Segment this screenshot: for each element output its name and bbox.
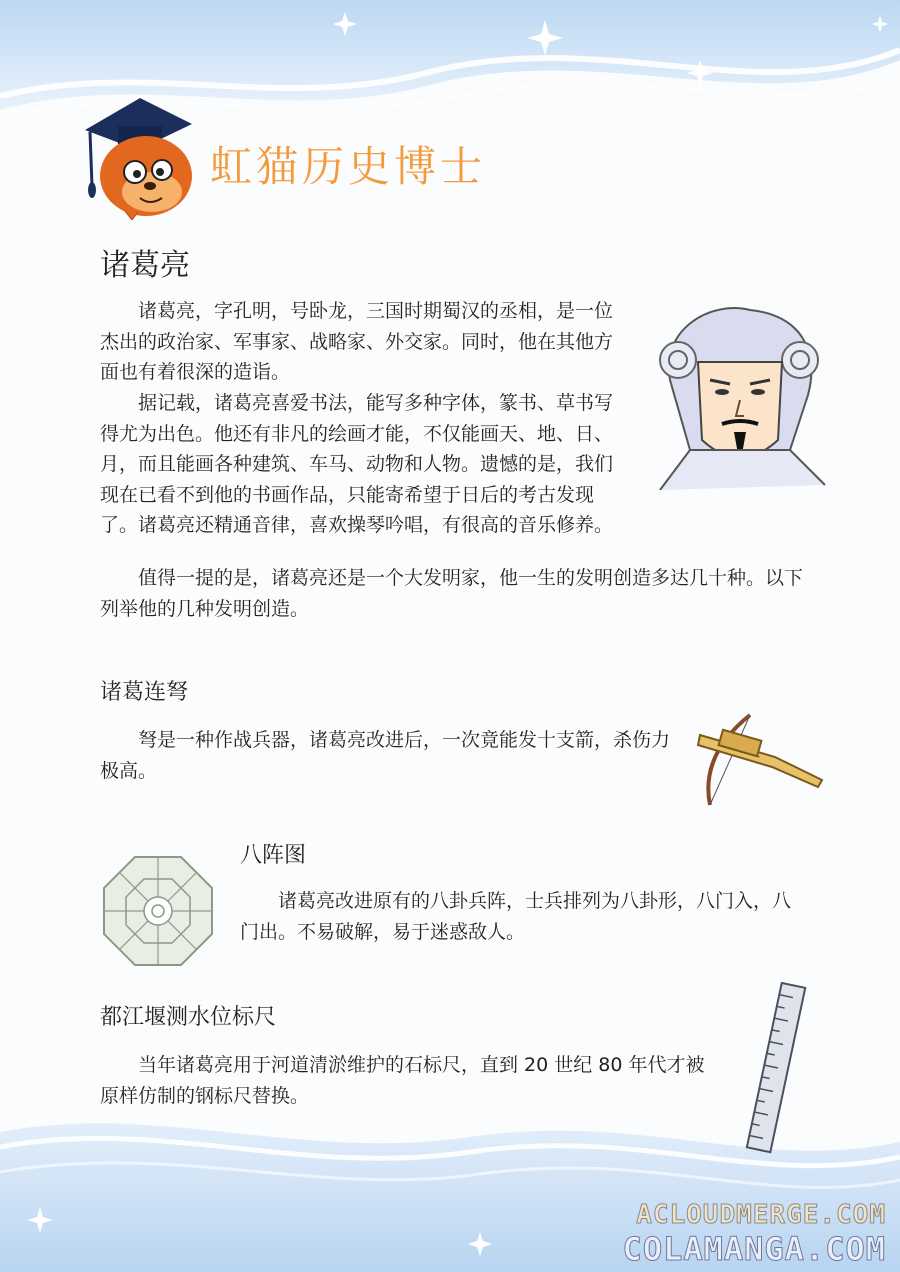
crossbow-icon (690, 705, 830, 810)
watermark-line-2: COLAMANGA.COM (622, 1230, 886, 1268)
intro-paragraph-3: 值得一提的是，诸葛亮还是一个大发明家，他一生的发明创造多达几十种。以下列举他的几种发明创造。 (100, 567, 804, 620)
invention-title-ruler: 都江堰测水位标尺 (100, 1005, 277, 1030)
header (80, 88, 580, 228)
invention-title-crossbow: 诸葛连弩 (100, 680, 189, 705)
invention-text-crossbow: 弩是一种作战兵器，诸葛亮改进后，一次竟能发十支箭，杀伤力极高。 (100, 729, 671, 782)
mascot-cat-graduate-icon (80, 88, 200, 220)
measuring-ruler-icon (736, 982, 820, 1154)
brand-title: 虹猫历史博士 (210, 142, 487, 191)
page-title: 诸葛亮 (100, 248, 190, 283)
invention-text-bagua: 诸葛亮改进原有的八卦兵阵，士兵排列为八卦形，八门入，八门出。不易破解，易于迷惑敌人。 (240, 890, 792, 943)
bagua-diagram-icon (102, 855, 214, 967)
watermark-line-1: ACLOUDMERGE.COM (636, 1200, 886, 1230)
intro-paragraph-2: 据记载，诸葛亮喜爱书法，能写多种字体，篆书、草书写得尤为出色。他还有非凡的绘画才能，不仅能画天、地、日、月，而且能画各种建筑、车马、动物和人物。遗憾的是，我们现在已看不到他的书画作品，只能寄希望于日后的考古发现了。诸葛亮还精通音律，喜欢操琴吟唱，有很高的音乐修养。 (100, 392, 614, 536)
intro-paragraph-1: 诸葛亮，字孔明，号卧龙，三国时期蜀汉的丞相，是一位杰出的政治家、军事家、战略家、外交家。同时，他在其他方面也有着很深的造诣。 (100, 300, 614, 383)
invention-title-bagua: 八阵图 (240, 843, 307, 868)
zhuge-liang-portrait-icon (650, 300, 830, 490)
invention-text-ruler: 当年诸葛亮用于河道清淤维护的石标尺，直到 20 世纪 80 年代才被原样仿制的钢标尺替换。 (100, 1054, 705, 1107)
